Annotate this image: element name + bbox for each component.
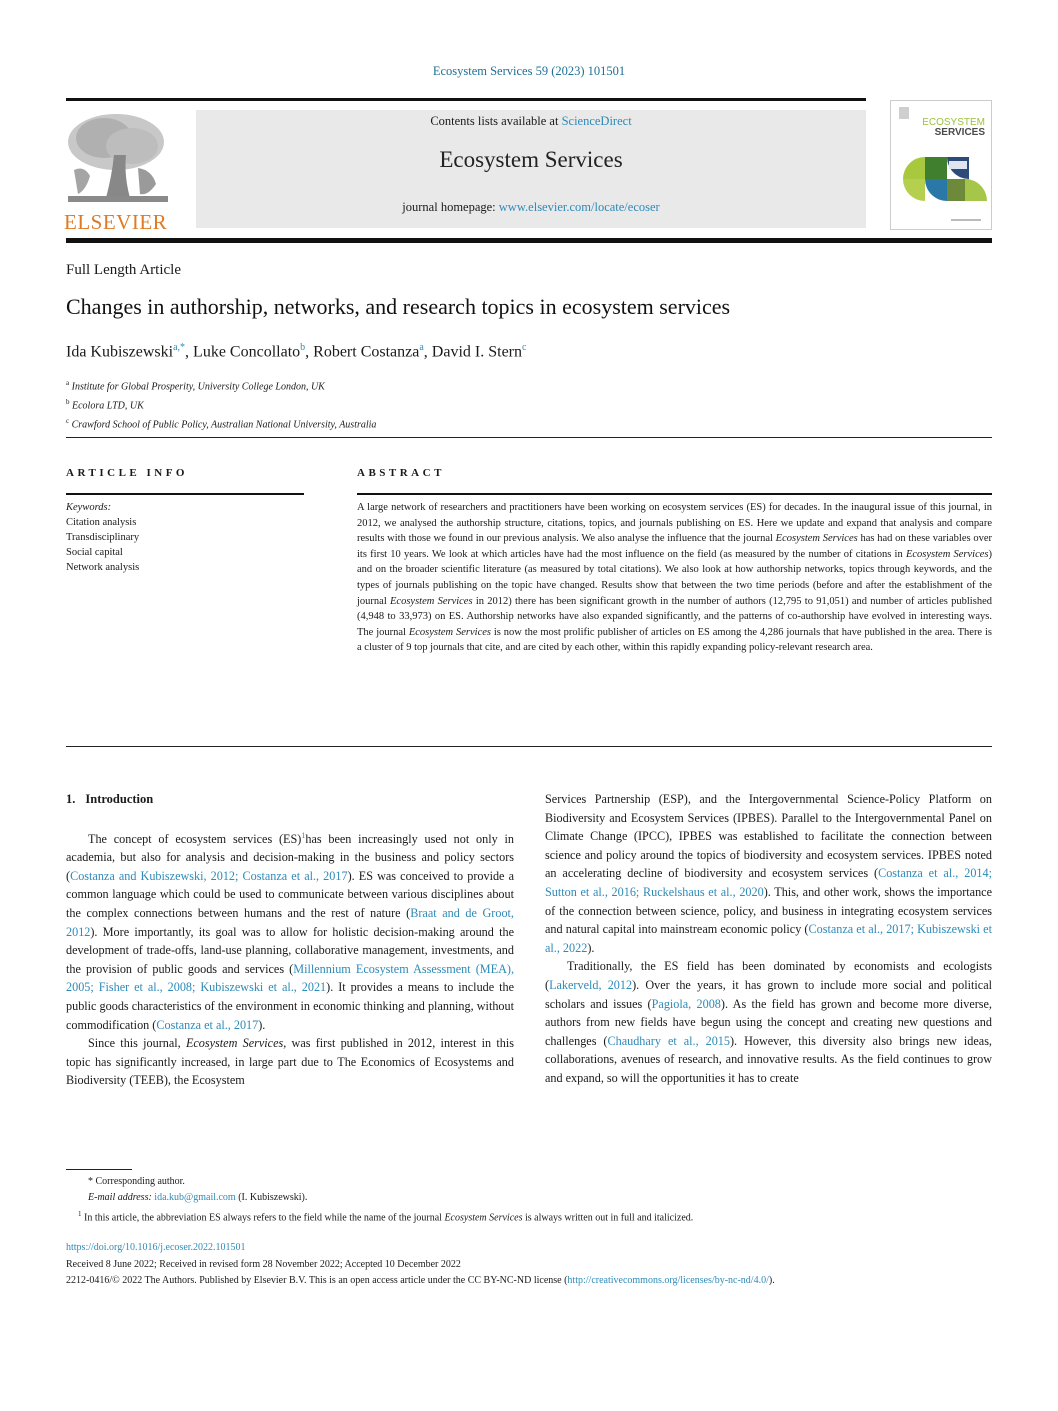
text-segment: ). Over the years, it has grown to include more social and political scholars and issues (: [545, 977, 992, 1011]
citation-link[interactable]: Chaudhary et al., 2015: [607, 1033, 730, 1048]
article-metadata: [66, 1240, 992, 1290]
abstract-text: [357, 500, 992, 656]
text-segment: ). However, this diversity also brings new ideas, collaborations, avenues of research, and innovative results. As the field continues to grow and expand, so will the opportunities it has to create: [545, 1033, 992, 1085]
text-segment: ).: [587, 940, 595, 955]
article-type: Full Length Article: [66, 262, 181, 278]
text-segment: Traditionally, the ES field has been dominated by economists and ecologists (: [545, 959, 992, 992]
journal-cover-thumbnail[interactable]: [890, 100, 992, 230]
section-divider: [66, 437, 992, 438]
footnote-text: In this article, the abbreviation ES always refers to the field while the name of the journal: [84, 1212, 445, 1224]
body-column-right: [545, 790, 992, 1088]
history-dates: Received 8 June 2022; Received in revised form 28 November 2022; Accepted 10 December 2022: [66, 1258, 461, 1270]
license-text: ).: [768, 1275, 775, 1286]
abstract-segment: has had on these variables over its first 10 years. We look at which articles have had the most influence on the field (as measured by the number of citations in: [357, 533, 993, 560]
footnote-mark: *: [88, 1176, 93, 1187]
email-label: E-mail address:: [88, 1192, 155, 1203]
paragraph: [66, 1034, 514, 1090]
affiliation-text: Crawford School of Public Policy, Australian National University, Australia: [71, 418, 377, 430]
footnote-rule: [66, 1169, 132, 1170]
citation-link[interactable]: Millennium Ecosystem Assessment (MEA), 2005; Fisher et al., 2008; Kubiszewski et al., 2021: [66, 961, 514, 995]
text-segment: ). More importantly, its goal was to allow for holistic decision-making around the development of trade-offs, land-use planning, collaborative management, investments, and the provision of public goods and services (: [66, 924, 514, 976]
abstract-journal-name: Ecosystem Services: [408, 626, 491, 638]
keyword-item: Network analysis: [66, 562, 140, 573]
section-heading: [66, 790, 514, 809]
separator: ,: [185, 343, 194, 361]
author-name: Luke Concollato: [193, 343, 301, 361]
journal-citation-link[interactable]: [0, 64, 1058, 79]
citation-link[interactable]: Lakerveld, 2012: [549, 977, 633, 992]
doi-link[interactable]: https://doi.org/10.1016/j.ecoser.2022.101501: [66, 1242, 246, 1253]
body-column-left: [66, 790, 514, 1090]
citation-link[interactable]: Costanza and Kubiszewski, 2012; Costanza et al., 2017: [70, 868, 348, 883]
abstract-journal-name: Ecosystem Services: [775, 533, 858, 545]
affiliation-item: [66, 414, 376, 433]
separator: ,: [423, 343, 432, 361]
license-link[interactable]: http://creativecommons.org/licenses/by-nc-nd/4.0/: [567, 1275, 769, 1286]
text-segment: has been increasingly used not only in academia, but also for analysis and decision-making in the business and policy sectors (: [66, 831, 514, 883]
journal-masthead: [196, 110, 866, 228]
sciencedirect-link[interactable]: ScienceDirect: [561, 114, 632, 128]
text-segment: Since this journal,: [88, 1036, 186, 1051]
footnote-text: is always written out in full and italicized.: [522, 1212, 694, 1224]
text-segment: Services Partnership (ESP), and the Intergovernmental Science-Policy Platform on Biodiversity and Ecosystem Services (IPBES). Parallel to the Intergovernmental Panel on Climate Change (IPCC), IPBES was established to facilitate the connection between science and policy around the topics of biodiversity and ecosystem services. IPBES noted an accelerating decline of biodiversity and ecosystem services (: [545, 792, 992, 881]
header-bottom-rule: [66, 238, 992, 243]
abstract-segment: ) and on the broader scientific literature (as measured by total citations). We also look at how authorship networks, topics through keywords, and the types of journals publishing on the topic have changed. Results show that between the two time periods (before and after the establishment of the journal: [357, 548, 992, 607]
citation-link[interactable]: Pagiola, 2008: [651, 996, 721, 1011]
header-top-rule: [66, 98, 866, 101]
text-segment: The concept of ecosystem services (ES): [88, 831, 302, 846]
contents-line: [196, 114, 866, 129]
corresponding-author-note: [66, 1174, 996, 1190]
footnote-text: Corresponding author.: [95, 1176, 185, 1187]
footnote-link[interactable]: 1: [301, 830, 306, 840]
license-text: 2212-0416/© 2022 The Authors. Published by Elsevier B.V. This is an open access article under the CC BY-NC-ND license (: [66, 1275, 568, 1286]
article-info-heading: ARTICLE INFO: [66, 467, 188, 479]
contents-prefix: Contents lists available at: [430, 114, 562, 128]
abstract-segment: in 2012) there has been significant growth in the number of authors (12,795 to 91,051) and number of articles published (4,948 to 33,973) on ES. Authorship networks have also expanded significantly, and the patterns of co-authorship have evolved in interesting ways. The journal: [357, 595, 992, 638]
text-segment: ). It provides a means to include the public goods characteristics of the environment in economic thinking and planning, without commodification (: [66, 980, 514, 1032]
abstract-journal-name: Ecosystem Services: [390, 595, 473, 607]
journal-name: Ecosystem Services: [185, 1036, 284, 1051]
journal-ref-text[interactable]: Ecosystem Services 59 (2023) 101501: [432, 64, 626, 78]
email-link[interactable]: ida.kub@gmail.com: [154, 1192, 236, 1203]
citation-link[interactable]: Costanza et al., 2017; Kubiszewski et al., 2022: [545, 922, 992, 955]
footnotes: [66, 1174, 996, 1226]
paragraph: [545, 957, 992, 1087]
author-affil-link[interactable]: a,*: [173, 342, 186, 353]
text-segment: ). As the field has grown and become more diverse, authors from new fields have begun using the concept and creating new questions and challenges (: [545, 996, 992, 1048]
affiliation-key: a: [66, 379, 70, 387]
affiliation-text: Institute for Global Prosperity, University College London, UK: [71, 381, 325, 393]
keyword-item: Citation analysis: [66, 517, 137, 528]
author-name: Ida Kubiszewski: [66, 343, 174, 361]
journal-homepage-link[interactable]: www.elsevier.com/locate/ecoser: [498, 200, 660, 214]
affiliation-key: b: [66, 397, 70, 406]
cover-title: [922, 118, 985, 138]
paragraph: [66, 827, 514, 1035]
author-affil-link[interactable]: a: [419, 342, 424, 353]
journal-title: Ecosystem Services: [439, 147, 623, 172]
paragraph: [545, 790, 992, 957]
abstract-heading: ABSTRACT: [357, 467, 445, 479]
affiliation-list: [66, 376, 376, 432]
homepage-line: [196, 200, 866, 215]
license-line: [66, 1273, 992, 1290]
citation-link[interactable]: Costanza et al., 2014; Sutton et al., 2016; Ruckelshaus et al., 2020: [545, 866, 992, 899]
author-affil-link[interactable]: c: [522, 342, 527, 353]
email-note: [66, 1190, 996, 1206]
citation-link[interactable]: Braat and de Groot, 2012: [66, 906, 514, 939]
affiliation-key: c: [66, 416, 70, 425]
text-segment: ). This, and other work, shows the importance of the connection between science, policy, and business in integrating ecosystem services and natural capital into mainstream economic policy (: [545, 884, 992, 937]
affiliation-item: [66, 395, 376, 414]
section-number: 1.: [66, 792, 76, 806]
author-list: [66, 342, 526, 361]
homepage-prefix: journal homepage:: [402, 200, 499, 214]
cover-title-line2: SERVICES: [934, 127, 985, 138]
abstract-journal-name: Ecosystem Services: [905, 548, 989, 560]
keywords-label: Keywords:: [66, 502, 112, 513]
elsevier-tree-icon: [64, 110, 172, 205]
separator: ,: [305, 343, 314, 361]
section-divider: [66, 746, 992, 747]
abstract-rule: [357, 493, 992, 495]
affiliation-item: [66, 376, 376, 395]
text-segment: ).: [258, 1017, 266, 1032]
elsevier-logo[interactable]: [64, 110, 176, 232]
elsevier-wordmark: ELSEVIER: [64, 210, 168, 234]
text-segment: , was first published in 2012, interest in this topic has significantly increased, in large part due to The Economics of Ecosystems and Biodiversity (TEEB), the Ecosystem: [66, 1036, 514, 1088]
keyword-item: Social capital: [66, 547, 123, 558]
article-title: Changes in authorship, networks, and research topics in ecosystem services: [66, 294, 731, 319]
affiliation-text: Ecolora LTD, UK: [72, 400, 144, 412]
section-title: Introduction: [85, 792, 154, 806]
keyword-item: Transdisciplinary: [66, 532, 140, 543]
citation-link[interactable]: Costanza et al., 2017: [156, 1017, 259, 1032]
abstract-segment: is now the most prolific publisher of articles on ES among the 4,286 journals that have published in the area. There is a cluster of 9 top journals that cite, and are cited by each other, within this rapidly expanding policy-relevant research area.: [357, 626, 992, 654]
abstract-segment: A large network of researchers and practitioners have been working on ecosystem services (ES) for decades. In the inaugural issue of this journal, in 2012, we analysed the authorship structure, citations, topics, and journals publishing on ES. Here we update and expand that analysis and compare results with those we found in our previous analysis. We also analyse the influence that the journal: [357, 502, 992, 545]
cover-title-line1: ECOSYSTEM: [922, 117, 985, 128]
article-info-rule: [66, 493, 304, 495]
author-name: David I. Stern: [431, 343, 522, 361]
author-name: Robert Costanza: [313, 343, 420, 361]
journal-name: Ecosystem Services: [444, 1212, 523, 1224]
footnote-1: [66, 1206, 996, 1226]
text-segment: ). ES was conceived to provide a common language which could be used to communicate between various disciplines about the complex connections between humans and the rest of nature (: [66, 868, 514, 921]
keywords-block: [66, 500, 139, 575]
email-owner: (I. Kubiszewski).: [235, 1192, 308, 1203]
author-affil-link[interactable]: b: [300, 342, 306, 353]
footnote-mark: 1: [78, 1210, 82, 1218]
